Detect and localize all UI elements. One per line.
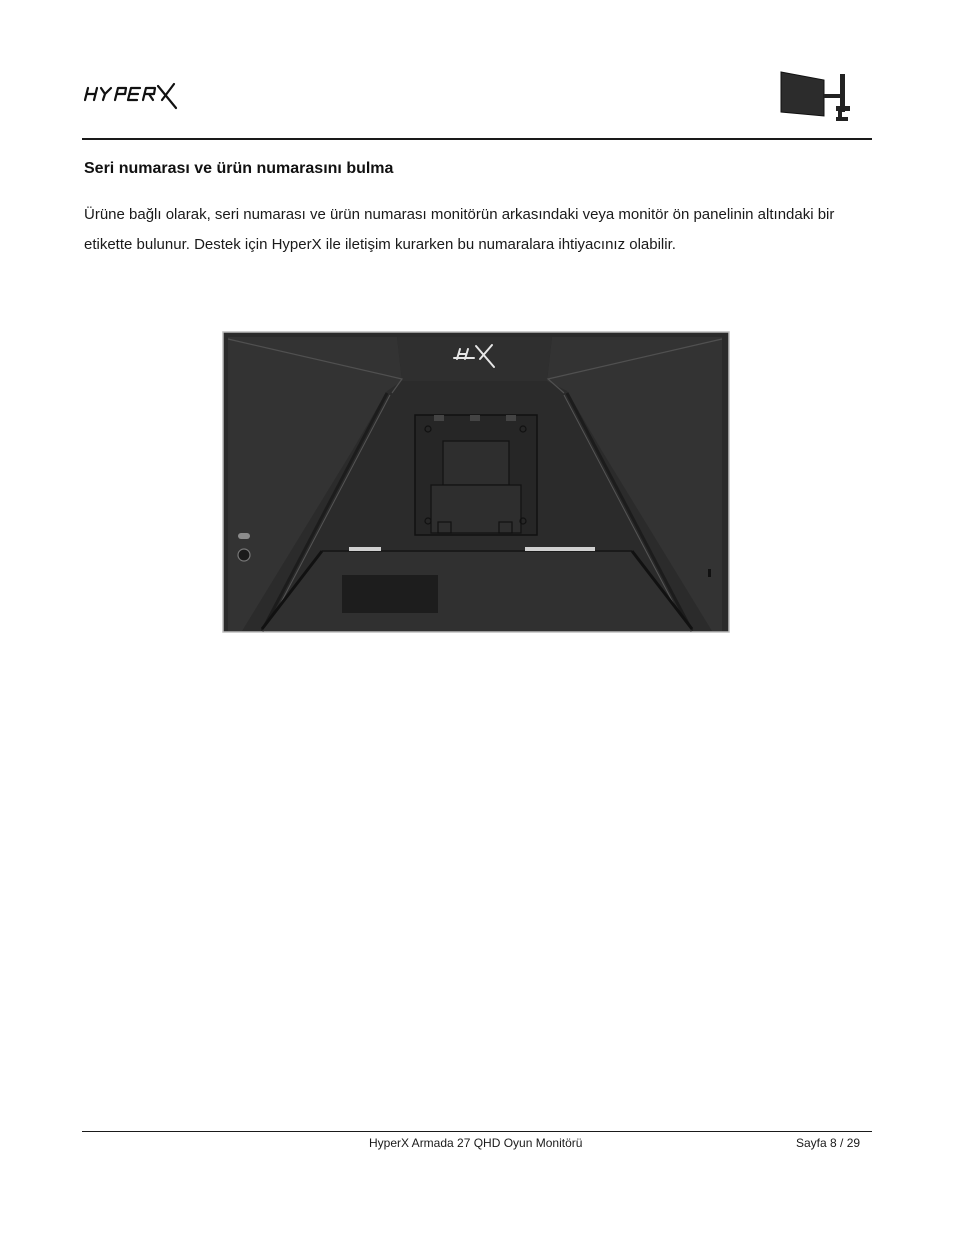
monitor-arm-icon — [778, 70, 854, 126]
header-divider — [82, 138, 872, 140]
footer-document-title: HyperX Armada 27 QHD Oyun Monitörü — [369, 1136, 583, 1150]
hyperx-logo — [84, 80, 182, 112]
section-heading: Seri numarası ve ürün numarasını bulma — [84, 160, 394, 177]
monitor-rear-view-illustration — [222, 331, 730, 633]
body-paragraph: Ürüne bağlı olarak, seri numarası ve ürün numarası monitörün arkasındaki veya monitör ön panelinin altındaki bir etikette bulunur. Destek için HyperX ile iletişim kurarken bu numaralara ihtiyacınız olabilir. — [84, 206, 835, 253]
footer-page-number: Sayfa 8 / 29 — [796, 1136, 861, 1150]
footer-divider — [82, 1131, 872, 1132]
